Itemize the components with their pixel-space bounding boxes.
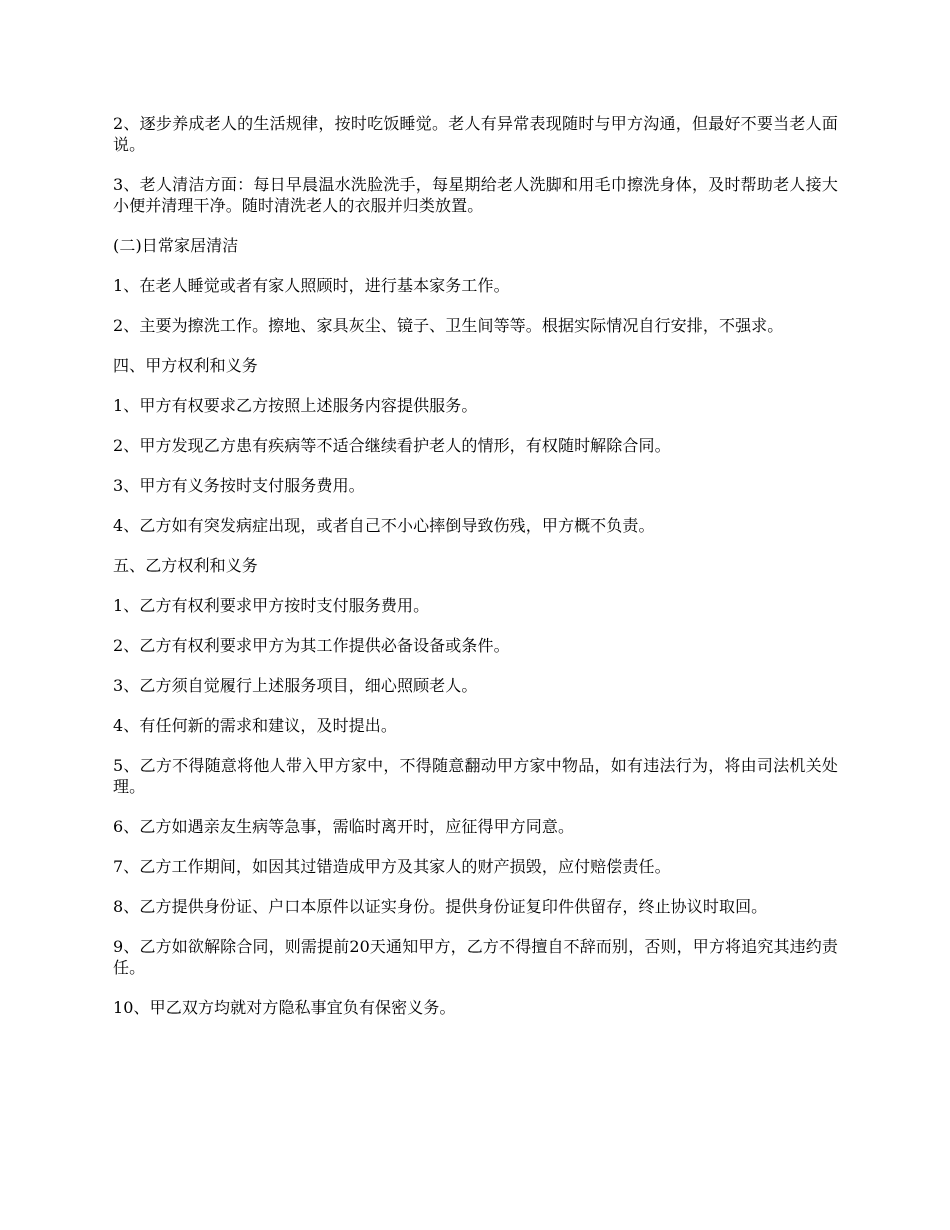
- paragraph-party-a-1: 1、甲方有权要求乙方按照上述服务内容提供服务。: [113, 396, 478, 415]
- paragraph-care-hygiene: 3、老人清洁方面：每日早晨温水洗脸洗手，每星期给老人洗脚和用毛巾擦洗身体，及时帮助老人接大小便并清理干净。随时清洗老人的衣服并归类放置。: [113, 175, 838, 215]
- paragraph-party-b-4: 4、有任何新的需求和建议，及时提出。: [113, 716, 397, 735]
- paragraph-party-a-3: 3、甲方有义务按时支付服务费用。: [113, 476, 365, 495]
- paragraph-party-a-4: 4、乙方如有突发病症出现，或者自己不小心摔倒导致伤残，甲方概不负责。: [113, 516, 655, 535]
- paragraph-party-a-2: 2、甲方发现乙方患有疾病等不适合继续看护老人的情形，有权随时解除合同。: [113, 436, 671, 455]
- paragraph-party-b-3: 3、乙方须自觉履行上述服务项目，细心照顾老人。: [113, 676, 478, 695]
- document-body: [113, 113, 838, 1037]
- paragraph-party-b-7: 7、乙方工作期间，如因其过错造成甲方及其家人的财产损毁，应付赔偿责任。: [113, 857, 671, 876]
- section-heading-party-b: 五、乙方权利和义务: [113, 556, 258, 575]
- section-heading-party-a: 四、甲方权利和义务: [113, 356, 258, 375]
- paragraph-cleaning-1: 1、在老人睡觉或者有家人照顾时，进行基本家务工作。: [113, 276, 510, 295]
- paragraph-party-b-6: 6、乙方如遇亲友生病等急事，需临时离开时，应征得甲方同意。: [113, 817, 575, 836]
- paragraph-party-b-8: 8、乙方提供身份证、户口本原件以证实身份。提供身份证复印件供留存，终止协议时取回。: [113, 897, 768, 916]
- paragraph-party-b-9: 9、乙方如欲解除合同，则需提前20天通知甲方，乙方不得擅自不辞而别，否则，甲方将追究其违约责任。: [113, 937, 838, 977]
- paragraph-care-routine: 2、逐步养成老人的生活规律，按时吃饭睡觉。老人有异常表现随时与甲方沟通，但最好不要当老人面说。: [113, 114, 838, 154]
- section-heading-daily-cleaning: (二)日常家居清洁: [113, 236, 239, 255]
- paragraph-party-b-5: 5、乙方不得随意将他人带入甲方家中，不得随意翻动甲方家中物品，如有违法行为，将由司法机关处理。: [113, 756, 838, 796]
- paragraph-party-b-1: 1、乙方有权利要求甲方按时支付服务费用。: [113, 596, 430, 615]
- paragraph-party-b-2: 2、乙方有权利要求甲方为其工作提供必备设备或条件。: [113, 636, 510, 655]
- paragraph-party-b-10: 10、甲乙双方均就对方隐私事宜负有保密义务。: [113, 998, 456, 1017]
- paragraph-cleaning-2: 2、主要为擦洗工作。擦地、家具灰尘、镜子、卫生间等等。根据实际情况自行安排，不强求。: [113, 316, 784, 335]
